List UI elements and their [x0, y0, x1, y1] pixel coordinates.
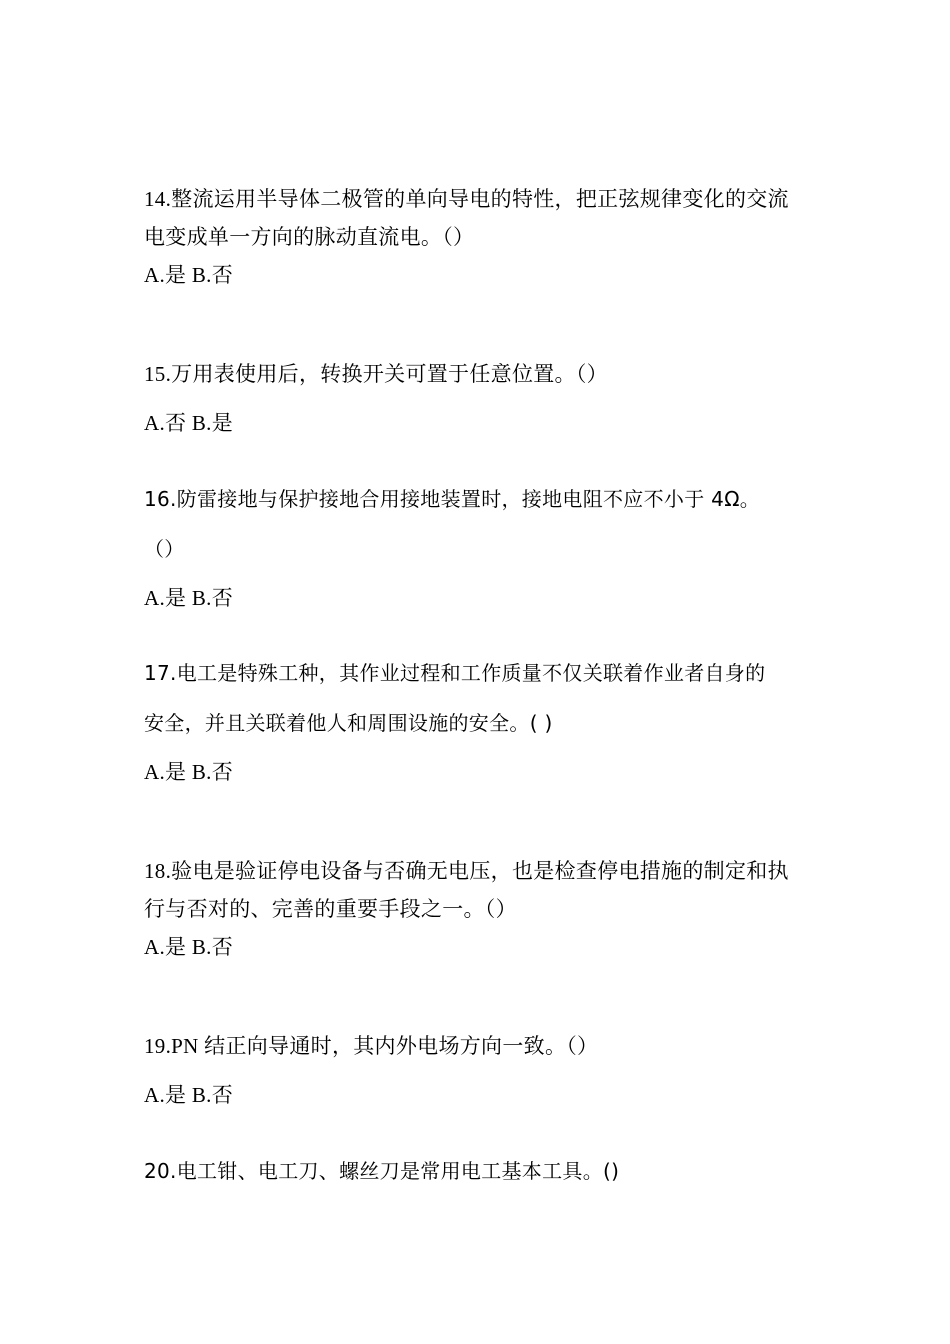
question-17-line-1: 17.电工是特殊工种，其作业过程和工作质量不仅关联着作业者自身的 [144, 661, 766, 685]
question-14-options: A.是 B.否 [144, 263, 234, 287]
question-17-line-2: 安全，并且关联着他人和周围设施的安全。( ) [144, 711, 553, 735]
question-14-line-1: 14.整流运用半导体二极管的单向导电的特性，把正弦规律变化的交流 [144, 187, 789, 211]
question-16-line-1: 16.防雷接地与保护接地合用接地装置时，接地电阻不应不小于 4Ω。 [144, 487, 761, 511]
question-19-options: A.是 B.否 [144, 1083, 234, 1107]
question-19-line-1: 19.PN 结正向导通时，其内外电场方向一致。（） [144, 1034, 599, 1058]
question-14-line-2: 电变成单一方向的脉动直流电。（） [144, 225, 475, 249]
question-16-line-2: （） [144, 537, 185, 561]
question-18-line-2: 行与否对的、完善的重要手段之一。（） [144, 897, 517, 921]
question-18-options: A.是 B.否 [144, 935, 234, 959]
question-17-options: A.是 B.否 [144, 760, 234, 784]
question-18-line-1: 18.验电是验证停电设备与否确无电压，也是检查停电措施的制定和执 [144, 859, 789, 883]
question-16-options: A.是 B.否 [144, 586, 234, 610]
question-20-line-1: 20.电工钳、电工刀、螺丝刀是常用电工基本工具。() [144, 1159, 620, 1183]
question-15-line-1: 15.万用表使用后，转换开关可置于任意位置。（） [144, 362, 608, 386]
question-15-options: A.否 B.是 [144, 411, 234, 435]
